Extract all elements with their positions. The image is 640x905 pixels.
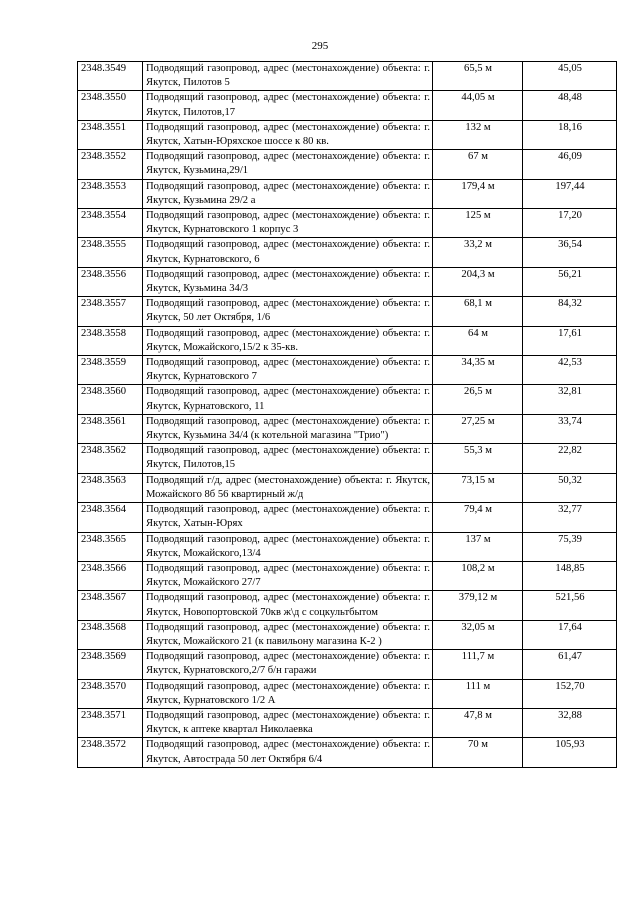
item-value-cell: 45,05	[523, 62, 617, 91]
item-value-cell: 56,21	[523, 267, 617, 296]
item-value-cell: 61,47	[523, 650, 617, 679]
item-value-cell: 521,56	[523, 591, 617, 620]
item-length-cell: 34,35 м	[433, 356, 523, 385]
table-row	[78, 503, 617, 532]
item-number-cell: 2348.3570	[78, 679, 143, 708]
table-row	[78, 209, 617, 238]
item-value-cell: 32,77	[523, 503, 617, 532]
table-row	[78, 532, 617, 561]
item-length-cell: 67 м	[433, 150, 523, 179]
item-value-cell: 33,74	[523, 414, 617, 443]
table-row	[78, 91, 617, 120]
item-description-cell: Подводящий газопровод, адрес (местонахождение) объекта: г. Якутск, Новопортовской 70кв ж\д с соцкультбытом	[143, 591, 433, 620]
item-number-cell: 2348.3552	[78, 150, 143, 179]
item-number-cell: 2348.3555	[78, 238, 143, 267]
item-length-cell: 132 м	[433, 120, 523, 149]
item-number-cell: 2348.3551	[78, 120, 143, 149]
item-value-cell: 36,54	[523, 238, 617, 267]
table-row	[78, 679, 617, 708]
item-number-cell: 2348.3561	[78, 414, 143, 443]
item-value-cell: 22,82	[523, 444, 617, 473]
registry-table-body	[78, 62, 617, 768]
table-row	[78, 267, 617, 296]
item-length-cell: 111 м	[433, 679, 523, 708]
item-value-cell: 48,48	[523, 91, 617, 120]
item-value-cell: 84,32	[523, 297, 617, 326]
item-number-cell: 2348.3566	[78, 561, 143, 590]
item-number-cell: 2348.3557	[78, 297, 143, 326]
item-value-cell: 50,32	[523, 473, 617, 502]
item-number-cell: 2348.3553	[78, 179, 143, 208]
item-value-cell: 197,44	[523, 179, 617, 208]
item-value-cell: 18,16	[523, 120, 617, 149]
table-row	[78, 620, 617, 649]
item-value-cell: 17,61	[523, 326, 617, 355]
item-description-cell: Подводящий газопровод, адрес (местонахождение) объекта: г. Якутск, Можайского,13/4	[143, 532, 433, 561]
item-length-cell: 55,3 м	[433, 444, 523, 473]
item-description-cell: Подводящий газопровод, адрес (местонахождение) объекта: г. Якутск, к аптеке квартал Николаевка	[143, 708, 433, 737]
item-description-cell: Подводящий газопровод, адрес (местонахождение) объекта: г. Якутск, Кузьмина 29/2 а	[143, 179, 433, 208]
table-row	[78, 385, 617, 414]
item-description-cell: Подводящий газопровод, адрес (местонахождение) объекта: г. Якутск, Пилотов,15	[143, 444, 433, 473]
item-length-cell: 27,25 м	[433, 414, 523, 443]
item-value-cell: 17,64	[523, 620, 617, 649]
item-description-cell: Подводящий газопровод, адрес (местонахождение) объекта: г. Якутск, Пилотов,17	[143, 91, 433, 120]
item-description-cell: Подводящий газопровод, адрес (местонахождение) объекта: г. Якутск, Кузьмина 34/3	[143, 267, 433, 296]
table-row	[78, 591, 617, 620]
item-number-cell: 2348.3562	[78, 444, 143, 473]
item-length-cell: 32,05 м	[433, 620, 523, 649]
item-length-cell: 204,3 м	[433, 267, 523, 296]
item-length-cell: 137 м	[433, 532, 523, 561]
item-length-cell: 73,15 м	[433, 473, 523, 502]
item-description-cell: Подводящий газопровод, адрес (местонахождение) объекта: г. Якутск, Курнатовского, 6	[143, 238, 433, 267]
table-row	[78, 561, 617, 590]
item-value-cell: 42,53	[523, 356, 617, 385]
table-row	[78, 62, 617, 91]
item-description-cell: Подводящий газопровод, адрес (местонахождение) объекта: г. Якутск, Курнатовского 7	[143, 356, 433, 385]
item-description-cell: Подводящий газопровод, адрес (местонахождение) объекта: г. Якутск, Пилотов 5	[143, 62, 433, 91]
item-number-cell: 2348.3559	[78, 356, 143, 385]
item-description-cell: Подводящий газопровод, адрес (местонахождение) объекта: г. Якутск, Можайского 21 (к павильону магазина К-2 )	[143, 620, 433, 649]
registry-table	[77, 61, 617, 768]
item-description-cell: Подводящий газопровод, адрес (местонахождение) объекта: г. Якутск, Курнатовского, 11	[143, 385, 433, 414]
item-number-cell: 2348.3558	[78, 326, 143, 355]
item-value-cell: 75,39	[523, 532, 617, 561]
item-number-cell: 2348.3565	[78, 532, 143, 561]
item-number-cell: 2348.3549	[78, 62, 143, 91]
item-description-cell: Подводящий газопровод, адрес (местонахождение) объекта: г. Якутск, Можайского,15/2 к 35-кв.	[143, 326, 433, 355]
item-value-cell: 17,20	[523, 209, 617, 238]
item-length-cell: 47,8 м	[433, 708, 523, 737]
item-number-cell: 2348.3572	[78, 738, 143, 767]
page-number: 295	[311, 40, 329, 52]
item-length-cell: 70 м	[433, 738, 523, 767]
item-length-cell: 179,4 м	[433, 179, 523, 208]
item-value-cell: 105,93	[523, 738, 617, 767]
item-description-cell: Подводящий газопровод, адрес (местонахождение) объекта: г. Якутск, Курнатовского,2/7 б/н гаражи	[143, 650, 433, 679]
item-value-cell: 32,88	[523, 708, 617, 737]
table-row	[78, 473, 617, 502]
item-description-cell: Подводящий газопровод, адрес (местонахождение) объекта: г. Якутск, Хатын-Юрях	[143, 503, 433, 532]
item-length-cell: 26,5 м	[433, 385, 523, 414]
item-number-cell: 2348.3550	[78, 91, 143, 120]
item-description-cell: Подводящий газопровод, адрес (местонахождение) объекта: г. Якутск, Кузьмина,29/1	[143, 150, 433, 179]
item-length-cell: 79,4 м	[433, 503, 523, 532]
table-row	[78, 738, 617, 767]
item-value-cell: 148,85	[523, 561, 617, 590]
item-description-cell: Подводящий газопровод, адрес (местонахождение) объекта: г. Якутск, Автострада 50 лет Октября 6/4	[143, 738, 433, 767]
table-row	[78, 650, 617, 679]
table-row	[78, 444, 617, 473]
item-description-cell: Подводящий газопровод, адрес (местонахождение) объекта: г. Якутск, Курнатовского 1 корпус 3	[143, 209, 433, 238]
table-row	[78, 120, 617, 149]
table-row	[78, 708, 617, 737]
item-description-cell: Подводящий газопровод, адрес (местонахождение) объекта: г. Якутск, Курнатовского 1/2 А	[143, 679, 433, 708]
table-row	[78, 326, 617, 355]
item-number-cell: 2348.3556	[78, 267, 143, 296]
item-length-cell: 64 м	[433, 326, 523, 355]
item-number-cell: 2348.3567	[78, 591, 143, 620]
item-length-cell: 33,2 м	[433, 238, 523, 267]
item-number-cell: 2348.3563	[78, 473, 143, 502]
item-value-cell: 46,09	[523, 150, 617, 179]
item-description-cell: Подводящий газопровод, адрес (местонахождение) объекта: г. Якутск, Можайского 27/7	[143, 561, 433, 590]
item-number-cell: 2348.3568	[78, 620, 143, 649]
table-row	[78, 414, 617, 443]
table-row	[78, 150, 617, 179]
item-number-cell: 2348.3569	[78, 650, 143, 679]
item-description-cell: Подводящий газопровод, адрес (местонахождение) объекта: г. Якутск, Кузьмина 34/4 (к котельной магазина "Трио")	[143, 414, 433, 443]
item-description-cell: Подводящий газопровод, адрес (местонахождение) объекта: г. Якутск, Хатын-Юряхское шоссе к 80 кв.	[143, 120, 433, 149]
item-description-cell: Подводящий г/д, адрес (местонахождение) объекта: г. Якутск, Можайского 8б 56 квартирный ж/д	[143, 473, 433, 502]
table-row	[78, 356, 617, 385]
item-number-cell: 2348.3571	[78, 708, 143, 737]
item-value-cell: 32,81	[523, 385, 617, 414]
table-row	[78, 179, 617, 208]
item-length-cell: 125 м	[433, 209, 523, 238]
item-length-cell: 68,1 м	[433, 297, 523, 326]
item-number-cell: 2348.3564	[78, 503, 143, 532]
item-length-cell: 111,7 м	[433, 650, 523, 679]
item-length-cell: 108,2 м	[433, 561, 523, 590]
item-description-cell: Подводящий газопровод, адрес (местонахождение) объекта: г. Якутск, 50 лет Октября, 1/6	[143, 297, 433, 326]
item-number-cell: 2348.3554	[78, 209, 143, 238]
item-number-cell: 2348.3560	[78, 385, 143, 414]
item-length-cell: 65,5 м	[433, 62, 523, 91]
table-row	[78, 238, 617, 267]
item-value-cell: 152,70	[523, 679, 617, 708]
item-length-cell: 44,05 м	[433, 91, 523, 120]
table-row	[78, 297, 617, 326]
item-length-cell: 379,12 м	[433, 591, 523, 620]
